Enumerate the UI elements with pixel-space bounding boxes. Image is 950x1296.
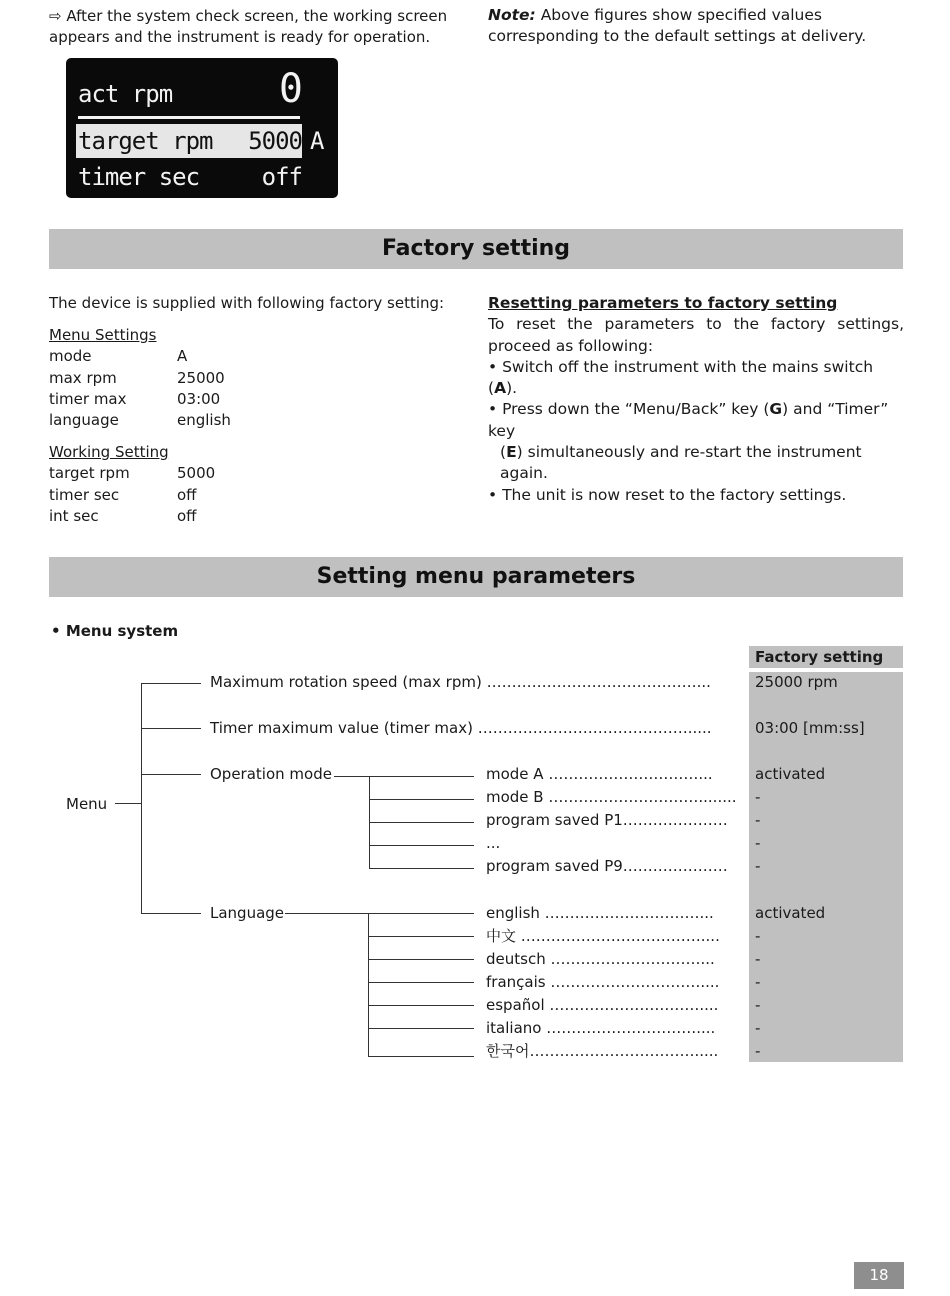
note-paragraph	[488, 5, 904, 47]
language-item: español …………………………....	[486, 996, 719, 1014]
tree-line	[368, 959, 474, 960]
factory-setting-column-header: Factory setting	[749, 646, 903, 668]
mode-item: ...	[486, 834, 501, 852]
lcd-act-rpm-label: act rpm	[78, 80, 173, 108]
setting-row: max rpm 25000	[49, 368, 225, 387]
tree-line	[369, 799, 474, 800]
reset-step-2: • Press down the “Menu/Back” key (G) and “Timer” key	[488, 400, 889, 440]
setting-row: mode A	[49, 347, 188, 366]
language-item: français …………………………....	[486, 973, 720, 991]
setting-row: language english	[49, 411, 231, 430]
branch-operation-mode: Operation mode	[210, 765, 332, 783]
lcd-timer-value: off	[261, 163, 302, 191]
setting-row: timer sec off	[49, 485, 197, 504]
tree-line	[334, 776, 474, 777]
menu-settings-title: Menu Settings	[49, 326, 157, 344]
intro-text: After the system check screen, the working screen appears and the instrument is ready for operation.	[49, 7, 448, 46]
value-max-rpm: 25000 rpm	[755, 673, 838, 691]
arrow-right-icon: ⇨	[49, 7, 62, 25]
note-text: Above figures show specified values corresponding to the default settings at delivery.	[488, 6, 867, 45]
reset-intro: To reset the parameters to the factory settings, proceed as following:	[488, 315, 904, 355]
tree-line	[368, 913, 369, 1056]
language-item: english ………….………………...	[486, 904, 714, 922]
page-number: 18	[854, 1262, 904, 1289]
mode-item: mode B …………………………........	[486, 788, 737, 806]
lcd-separator	[78, 116, 300, 119]
tree-line	[141, 683, 201, 684]
menu-settings-block	[49, 325, 231, 431]
value-language: -	[755, 1042, 761, 1060]
tree-line	[141, 728, 201, 729]
value-language: -	[755, 927, 761, 945]
value-timer-max: 03:00 [mm:ss]	[755, 719, 865, 737]
branch-timer-max: Timer maximum value (timer max) …………………………………….....	[210, 719, 712, 737]
value-mode: -	[755, 857, 761, 875]
branch-language: Language	[210, 904, 285, 922]
value-mode: -	[755, 811, 761, 829]
setting-row: int sec off	[49, 506, 197, 525]
tree-line	[369, 845, 474, 846]
language-item: 中文 ………………………………....	[486, 927, 720, 945]
value-mode: -	[755, 834, 761, 852]
reset-step-1: • Switch off the instrument with the mains switch (A).	[488, 357, 874, 398]
value-language: activated	[755, 904, 826, 922]
mode-item: program saved P1…………………	[486, 811, 728, 829]
intro-paragraph	[49, 6, 469, 48]
working-setting-title: Working Setting	[49, 443, 169, 461]
tree-line	[368, 1056, 474, 1057]
lcd-mode-indicator: A	[310, 127, 325, 155]
note-label: Note:	[488, 6, 536, 24]
lcd-act-rpm-value: 0	[278, 66, 302, 112]
branch-max-rpm: Maximum rotation speed (max rpm) ……………………………………...	[210, 673, 711, 691]
tree-line	[285, 913, 474, 914]
tree-line	[141, 774, 201, 775]
reset-step-3: • The unit is now reset to the factory settings.	[488, 485, 847, 504]
value-language: -	[755, 1019, 761, 1037]
tree-line	[115, 803, 141, 804]
value-mode: activated	[755, 765, 826, 783]
reset-block	[488, 293, 904, 506]
value-language: -	[755, 996, 761, 1014]
setting-row: timer max 03:00	[49, 389, 221, 408]
setting-row: target rpm 5000	[49, 464, 216, 483]
working-setting-block	[49, 442, 215, 527]
language-item: italiano …………………………....	[486, 1019, 716, 1037]
tree-line	[369, 868, 474, 869]
tree-line	[369, 822, 474, 823]
tree-line	[368, 982, 474, 983]
lcd-timer-label: timer sec	[78, 163, 200, 191]
tree-line	[141, 913, 201, 914]
factory-setting-heading: Factory setting	[49, 229, 903, 269]
tree-line	[368, 1028, 474, 1029]
mode-item: program saved P9…………………	[486, 857, 728, 875]
reset-title: Resetting parameters to factory setting	[488, 294, 838, 312]
value-mode: -	[755, 788, 761, 806]
tree-line	[368, 1005, 474, 1006]
tree-root-menu: Menu	[66, 795, 108, 813]
menu-system-label: • Menu system	[51, 622, 179, 640]
language-item: deutsch …………………………...	[486, 950, 715, 968]
language-item: 한국어…………………………….....	[486, 1042, 719, 1060]
value-language: -	[755, 973, 761, 991]
value-language: -	[755, 950, 761, 968]
tree-line	[368, 936, 474, 937]
factory-intro: The device is supplied with following factory setting:	[49, 294, 445, 312]
lcd-display	[66, 58, 338, 198]
tree-line	[141, 683, 142, 913]
setting-menu-heading: Setting menu parameters	[49, 557, 903, 597]
reset-step-2-cont: (E) simultaneously and re-start the instrument again.	[500, 443, 862, 483]
lcd-target-rpm-label: target rpm	[78, 127, 213, 155]
mode-item: mode A …………………………...	[486, 765, 713, 783]
lcd-target-rpm-value: 5000	[248, 127, 302, 155]
